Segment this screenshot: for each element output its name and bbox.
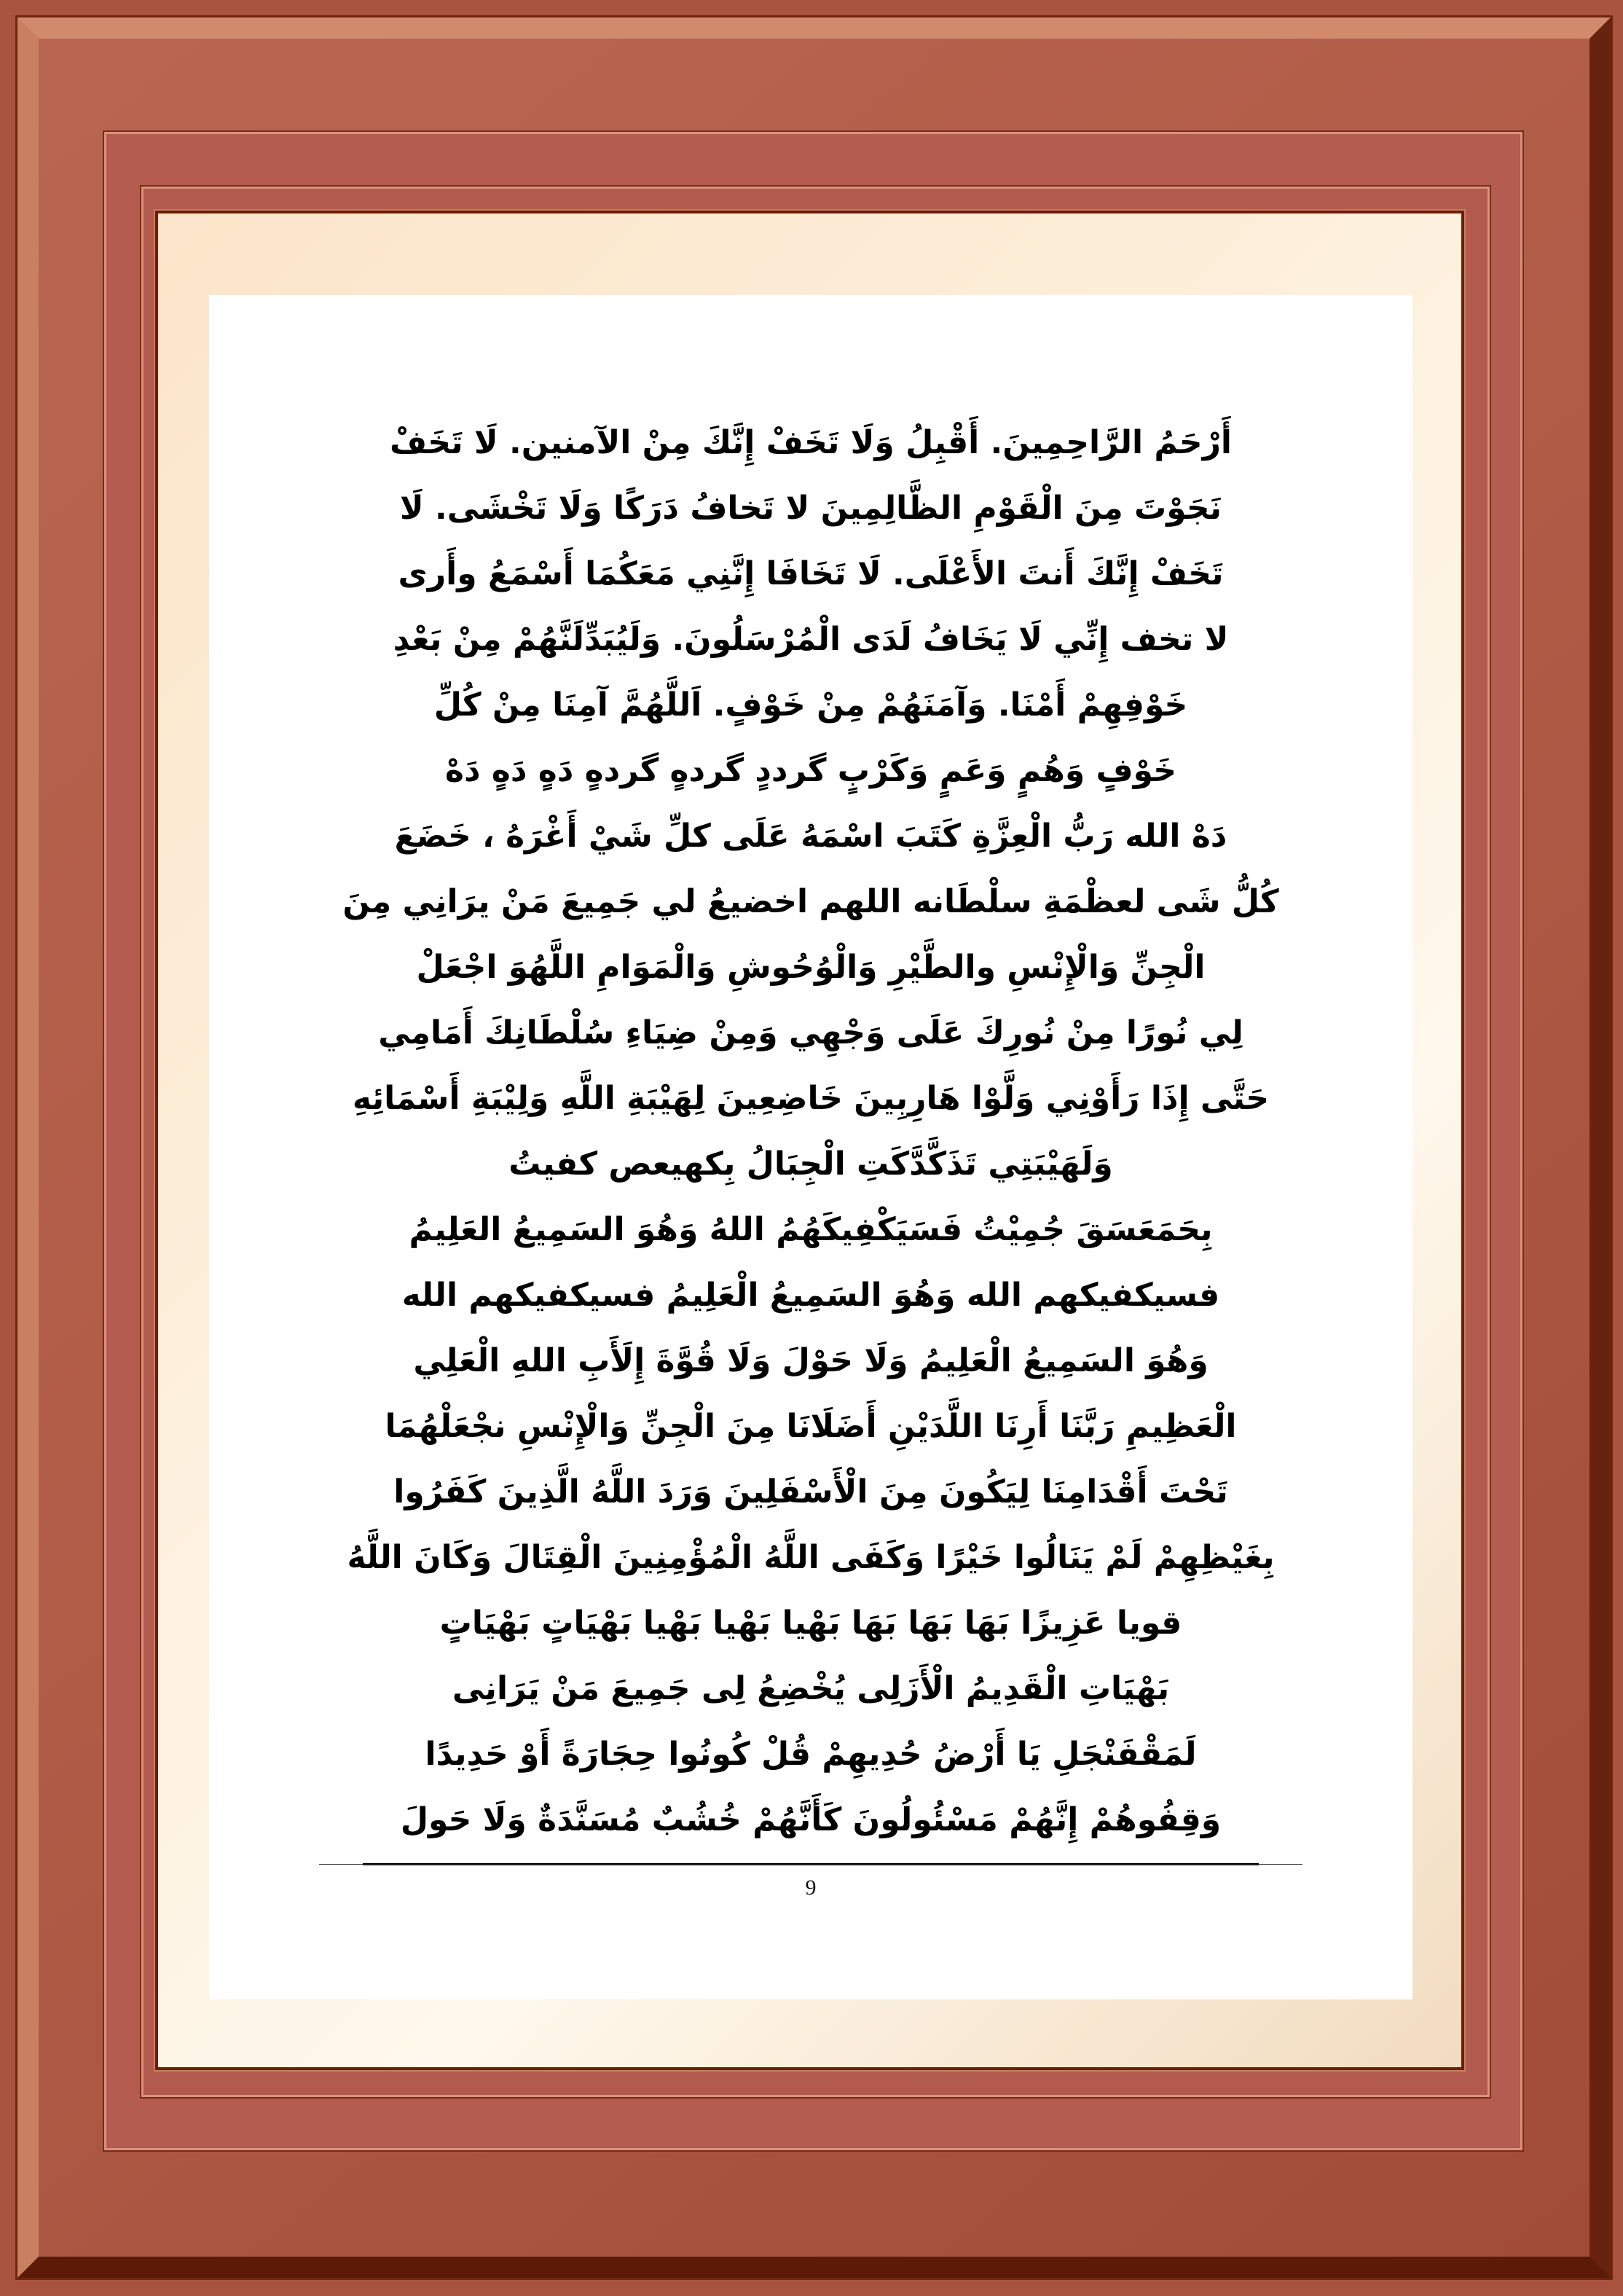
text-line: خَوْفٍ وَهُمٍ وَعَمٍ وَكَرْبٍ گرددٍ گردهٍ گردهٍ دَهٍ دَهٍ دَهْ <box>445 752 1176 789</box>
page-footer <box>209 1863 1412 1900</box>
page-number: 9 <box>805 1876 817 1900</box>
frame-outer-bevel <box>17 17 1611 2278</box>
text-line: الْعَظِيمِ رَبَّنَا أَرِنَا اللَّدَيْنِ أَضَلَانَا مِنَ الْجِنِّ وَالْإِنْسِ نجْعَلْهُمَا <box>385 1408 1237 1445</box>
text-line: خَوْفِهِمْ أَمْنَا. وَآمَنَهُمْ مِنْ خَوْفٍ. اَللَّهُمَّ آمِنَا مِنْ كُلِّ <box>433 686 1188 724</box>
text-line: لَمَقْفَنْجَلِ يَا أَرْضُ حُدِيهِمْ قُلْ كُونُوا حِجَارَةً أَوْ حَدِيدًا <box>425 1736 1197 1773</box>
frame-middle-band <box>104 132 1522 2150</box>
text-line: بَهْيَاتِ الْقَدِيمُ الْأَزَلِى يُخْضِعُ لِى جَمِيعَ مَنْ يَرَانِى <box>452 1670 1170 1707</box>
text-line: وَلَهَيْبَتِي تَذَكَّدَّكَتِ الْجِبَالُ بِكهيعص كفيتُ <box>508 1145 1113 1183</box>
text-line: قويا عَزِيزًا بَهَا بَهَا بَهَا بَهْيا بَهْيا بَهْيا بَهْيَاتٍ بَهْيَاتٍ <box>439 1605 1182 1642</box>
text-line: الْجِنِّ وَالْإِنْسِ والطَّيْرِ وَالْوُحُوشِ وَالْمَوَامِ اللَّهُوَ اجْعَلْ <box>416 949 1206 986</box>
text-line: وَقِفُوهُمْ إِنَّهُمْ مَسْئُولُونَ كَأَنَّهُمْ خُشُبٌ مُسَنَّدَةٌ وَلَا حَولَ <box>400 1801 1222 1838</box>
text-line: بِحَمَعَسَقَ جُمِيْتُ فَسَيَكْفِيكَهُمُ اللهُ وَهُوَ السَمِيعُ العَلِيمُ <box>409 1211 1213 1248</box>
footnote-separator <box>363 1863 1259 1865</box>
text-line: حَتَّى إِذَا رَأَوْنِي وَلَّوْا هَارِبِينَ خَاضِعِينَ لِهَيْبَةِ اللَّهِ وَلِيْبَةِ أَسْمَائِهِ <box>352 1080 1270 1117</box>
text-line: أَرْحَمُ الرَّاحِمِينَ. أَقْبِلُ وَلَا تَخَفْ إِنَّكَ مِنْ الآمنين. لَا تَخَفْ <box>389 424 1233 461</box>
text-line: بِغَيْظِهِمْ لَمْ يَنَالُوا خَيْرًا وَكَفَى اللَّهُ الْمُؤْمِنِينَ الْقِتَالَ وَكَانَ اللَّهُ <box>347 1539 1275 1576</box>
text-line: لا تخف إِنِّي لَا يَخَافُ لَدَى الْمُرْسَلُونَ. وَلَيُبَدِّلَنَّهُمْ مِنْ بَعْدِ <box>393 621 1229 658</box>
frame-inner-band <box>141 187 1490 2097</box>
text-line: فسيكفيكهم الله وَهُوَ السَمِيعُ الْعَلِيمُ فسيكفيكهم الله <box>401 1277 1220 1314</box>
text-line: تَحْتَ أَقْدَامِنَا لِيَكُونَ مِنَ الْأَسْفَلِينَ وَرَدَ اللَّهُ الَّذِينَ كَفَرُوا <box>393 1473 1228 1511</box>
text-line: تَخَفْ إِنَّكَ أَنتَ الأَعْلَى. لَا تَخَافَا إِنَّنِي مَعَكُمَا أَسْمَعُ وأَرى <box>398 555 1224 592</box>
frame-mat <box>155 211 1464 2070</box>
text-line: وَهُوَ السَمِيعُ الْعَلِيمُ وَلَا حَوْلَ وَلَا قُوَّةَ إِلَأَبِ اللهِ الْعَلِي <box>413 1342 1209 1379</box>
prayer-text-block <box>209 410 1412 1853</box>
text-line: نَجَوْتَ مِنَ الْقَوْمِ الظَّالِمِينَ لا تَخافُ دَرَكًا وَلَا تَخْشَى. لَا <box>399 490 1222 527</box>
text-line: كُلُّ شَى لعظْمَةِ سلْطَانه اللهم اخضيعُ لي جَمِيعَ مَنْ يرَانِي مِنَ <box>342 883 1279 920</box>
text-line: دَهْ الله رَبُّ الْعِزَّةِ كَتَبَ اسْمَهُ عَلَى كلِّ شَيْ أَغْرَهُ ، خَضَعَ <box>394 818 1227 855</box>
text-line: لِي نُورًا مِنْ نُورِكَ عَلَى وَجْهِي وَمِنْ ضِيَاءِ سُلْطَانِكَ أَمَامِي <box>378 1014 1243 1051</box>
document-page <box>209 295 1412 1999</box>
